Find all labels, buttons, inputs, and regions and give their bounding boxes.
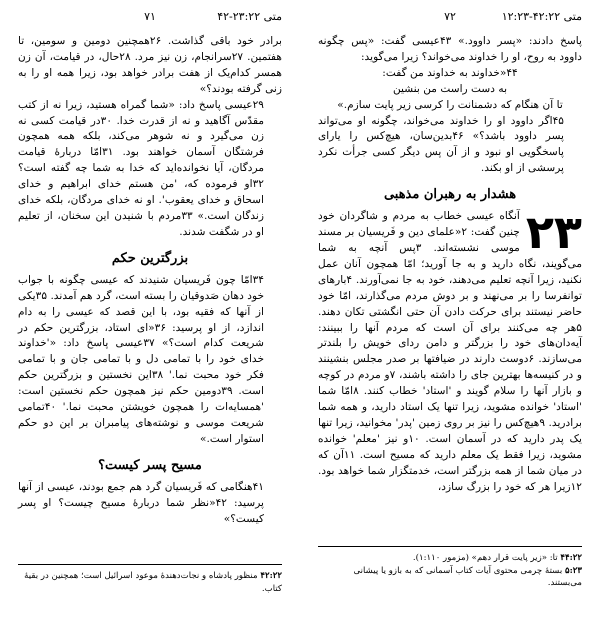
footnote-text: تا: «زیر پایت قرار دهم» (مزمور ۱:۱۱۰). <box>412 553 558 563</box>
section-greatest-commandment-text: ۳۴امّا چون فَریسیان شنیدند که عیسی چگونه با جواب خود دهان صَدوقیان را بسته است، گرد هم آمدند. ۳۵یکی از آنها که فقیه بود، با این قصد که عیسی را به دام اندازد، از او پرسید: ۳۶«ای استاد، بزرگترین حکم در شریعت کدام است؟» ۳۷عیسی پاسخ داد: «'خداوند خدای خود را با تمامی دل و با تمامی جان و با تمامی فکر خود محبت نما.' ۳۸این نخستین و بزرگترین حکم است. ۳۹دومین حکم نیز همچون حکم نخستین است: 'همسایه‌ات را همچون خویشتن محبت نما.' ۴۰تمامی شریعت موسی و نوشته‌های پیامبران بر این دو حکم استوار است.» <box>18 273 265 445</box>
left-header-book-ref: متی ۲۳:۲۲-۴۲ <box>217 10 282 23</box>
footnote <box>318 565 582 590</box>
footnote-ref: ۴۲:۲۲ <box>260 571 282 581</box>
section-heading-greatest-commandment: بزرگترین حکم <box>111 250 189 266</box>
right-header-page-number: ۷۲ <box>444 10 456 23</box>
left-paragraph-2: ۲۹عیسی پاسخ داد: «شما گمراه هستید، زیرا نه از کتب مقدّس آگاهید و نه از قدرت خدا. ۳۰در قیامت کسی نه زن می‌گیرد و نه شوهر می‌کند، بلکه همه همچون فرشتگان آسمان خواهند بود. ۳۱امّا دربارهٔ قیامت مردگان، آیا نخوانده‌اید که خدا به شما چه گفته است؟ ۳۲او فرموده که، 'من هستم خدای ابراهیم و خدای اسحاق و خدای یعقوب'. او نه خدای مردگان، بلکه خدای زندگان است.» ۳۳مردم با شنیدن این سخنان، از تعلیم او در شگفت شدند. <box>18 98 265 238</box>
section-whose-son-text: ۴۱هنگامی که فَریسیان گرد هم جمع بودند، عیسی از آنها پرسید: ۴۲«نظر شما دربارهٔ مسیح چیست؟ او پسر کیست؟» <box>18 480 264 525</box>
right-header-book-ref: متی ۴۲:۲۲-۱۲:۲۳ <box>501 10 582 23</box>
right-page-header <box>318 10 582 26</box>
right-paragraph-1: پاسخ دادند: «پسر داوود.» ۴۳عیسی گفت: «پس چگونه داوود به روح، او را خداوند می‌خواند؟ زیرا می‌گوید: <box>318 35 582 63</box>
left-paragraph-1: برادر خود باقی گذاشت. ۲۶همچنین دومین و سومین، تا هفتمین. ۲۷سرانجام، زن نیز مرد. ۲۸حال، در قیامت، آن زن همسر کدام‌یک از هفت برادر خواهد بود، زیرا همه او را به زنی گرفته بودند؟» <box>18 35 283 95</box>
psalm-quote-line-2: به دست راست من بنشین <box>392 82 508 95</box>
right-footnotes <box>318 552 582 590</box>
section-heading-whose-son: مسیح پسر کیست؟ <box>98 457 202 473</box>
footnote-ref: ۵:۲۳ <box>564 565 582 576</box>
psalm-quote-line-3: تا آن هنگام که دشمنانت را کرسی زیر پایت سازم.» <box>337 98 563 111</box>
right-page <box>300 0 600 626</box>
chapter-number: ۲۳ <box>525 205 582 260</box>
footnote-text: بستهٔ چرمی محتوی آیات کتاب آسمانی که به بازو یا پیشانی می‌بستند. <box>353 565 582 588</box>
left-page-header <box>18 10 282 26</box>
footnote <box>318 552 582 565</box>
footnote-text: منظور پادشاه و نجات‌دهندهٔ موعود اسرائیل است؛ همچنین در بقیهٔ کتاب. <box>24 571 282 594</box>
left-footnote-divider <box>18 564 282 565</box>
footnote <box>18 570 282 595</box>
section-heading-warning: هشدار به رهبران مذهبی <box>383 187 517 203</box>
left-footnotes <box>18 570 282 595</box>
left-header-page-number: ۷۱ <box>144 10 156 23</box>
right-page-body <box>318 34 582 540</box>
left-page-body <box>18 34 282 534</box>
right-footnote-divider <box>318 546 582 547</box>
right-paragraph-2: ۴۵اگر داوود او را خداوند می‌خواند، چگونه او می‌تواند پسر داوود باشد؟» ۴۶بدین‌سان، هیچ‌کس را یارای پاسخگویی او نبود و از آن پس دیگر کسی جرأت نکرد پرسشی از او بکند. <box>318 114 564 175</box>
footnote-ref: ۴۴:۲۲ <box>560 553 582 563</box>
chapter-23-body: آنگاه عیسی خطاب به مردم و شاگردان خود چنین گفت: ۲«علمای دین و فَریسیان بر مسند موسی نشسته‌اند. ۳پس آنچه به شما می‌گویند، نگاه دارید و به جا آورید؛ امّا همچون آنان عمل نکنید، زیرا آنچه تعلیم می‌دهند، خود به جا نمی‌آورند. ۴بارهای توانفرسا را بر می‌نهند و بر دوش مردم می‌گذارند، امّا خود حاضر نیستند برای حرکت دادن آن حتی انگشتی تکان دهند. ۵هر چه می‌کنند برای آن است که مردم آنها را ببینند: آیه‌دان‌های خود را بزرگتر و دامن ردای خویش را بلندتر می‌سازند. ۶دوست دارند در ضیافتها بر صدر مجلس بنشینند و در کنیسه‌ها بهترین جای را داشته باشند، ۷و مردم در کوچه و بازار آنها را سلام گویند و 'استاد' خطاب کنند. ۸امّا شما 'استاد' خوانده مشوید، زیرا تنها یک استاد دارید، و همه شما برادرید. ۹هیچ‌کس را نیز بر روی زمین 'پدر' مخوانید، زیرا تنها یک پدر دارید که در آسمان است. ۱۰و نیز 'معلم' خوانده مشوید، زیرا فقط یک معلم دارید که مسیح است. ۱۱آن که در میان شما از همه بزرگتر است، خدمتگزار شما خواهد بود. ۱۲زیرا هر که خود را بزرگ سازد، <box>318 210 582 493</box>
psalm-quote-line-1: ۴۴«خداوند به خداوند من گفت: <box>382 66 518 79</box>
chapter-23-text <box>318 205 582 495</box>
